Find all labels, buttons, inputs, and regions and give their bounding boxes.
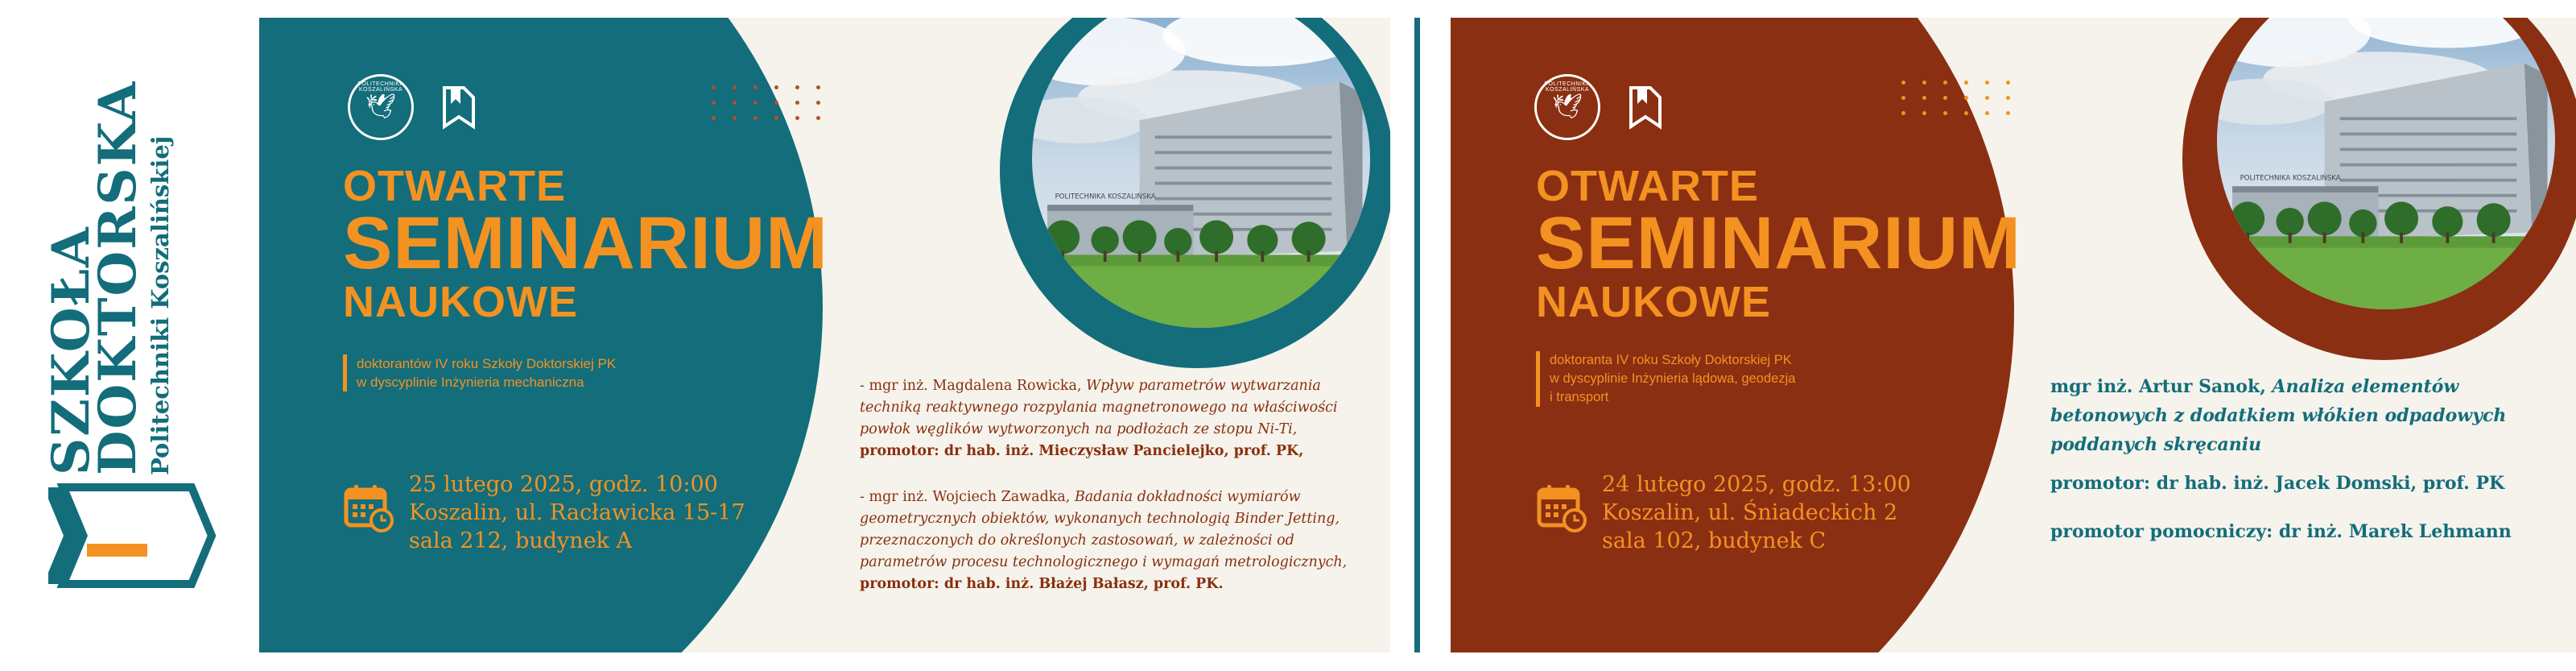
talk-2: - mgr inż. Wojciech Zawadka, Badania dokładności wymiarów geometrycznych obiektów, wykonanych technologią Binder Jetting, przeznaczonych do określonych zastosowań, w zależności od parametrów procesu technologicznego i wymagań metrologicznych, promotor: dr hab. inż. Błażej Bałasz, prof. PK. (860, 489, 1348, 592)
event-datetime (409, 470, 745, 555)
talk-1: - mgr inż. Magdalena Rowicka, Wpływ parametrów wytwarzania techniką reaktywnego rozpylania magnetronowego na właściwości powłok węglików wytworzonych na podłożach ze stopu Ni-Ti, promotor: dr hab. inż. Mieczysław Pancielejko, prof. PK, (860, 378, 1338, 459)
seminar-card-civil (1451, 18, 2576, 652)
panel-divider (1414, 18, 1420, 652)
event-subtitle: doktoranta IV roku Szkoły Doktorskiej PK w dyscyplinie Inżynieria lądowa, geodezja i transport (1536, 351, 1795, 407)
bookmark-small-icon (1628, 83, 1663, 131)
decor-dots (712, 85, 821, 120)
talk-2-promotor: promotor: dr hab. inż. Błażej Bałasz, prof. PK. (860, 576, 1224, 592)
bookmark-small-icon (441, 83, 477, 131)
logos (348, 74, 477, 140)
event-date: 25 lutego 2025, godz. 10:00 (409, 472, 718, 497)
event-date: 24 lutego 2025, godz. 13:00 (1602, 472, 1911, 497)
university-seal-icon: POLITECHNIKA KOSZALIŃSKA 🕊 (348, 74, 414, 140)
title-line3: NAUKOWE (343, 278, 578, 326)
event-title (1536, 164, 2021, 324)
talk-1-promotor: promotor: dr hab. inż. Mieczysław Pancielejko, prof. PK, (860, 443, 1304, 459)
title-line2: SEMINARIUM (343, 202, 828, 284)
title-line2: SEMINARIUM (1536, 202, 2021, 284)
title-line1: OTWARTE (343, 162, 566, 210)
bookmark-logo-icon (48, 479, 217, 592)
calendar-clock-icon (1536, 482, 1587, 533)
university-seal-icon: POLITECHNIKA KOSZALIŃSKA 🕊 (1534, 74, 1600, 140)
brand-block (41, 80, 225, 596)
title-line3: NAUKOWE (1536, 278, 1771, 326)
talk-1-promotor: promotor: dr hab. inż. Jacek Domski, prof. PK (2050, 473, 2505, 494)
event-address: Koszalin, ul. Racławicka 15-17 (409, 500, 745, 525)
talk-1-co-promotor: promotor pomocniczy: dr inż. Marek Lehmann (2050, 521, 2512, 542)
talk-1-title: Wpływ parametrów wytwarzania techniką reaktywnego rozpylania magnetronowego na właściwości powłok węglików wytworzonych na podłożach ze stopu Ni-Ti, (860, 378, 1338, 437)
brand-line3: Politechniki Koszalińskiej (147, 135, 174, 475)
logos (1534, 74, 1663, 140)
event-subtitle: doktorantów IV roku Szkoły Doktorskiej PK w dyscyplinie Inżynieria mechaniczna (343, 354, 616, 391)
seminar-card-mechanical (259, 18, 1390, 652)
event-when (1536, 470, 1911, 555)
talk-1: mgr inż. Artur Sanok, Analiza elementów betonowych z dodatkiem włókien odpadowych poddanych skręcaniu (2050, 376, 2507, 455)
brand-line1: SZKOŁA (41, 226, 101, 475)
event-datetime (1602, 470, 1911, 555)
event-title (343, 164, 828, 324)
calendar-clock-icon (343, 482, 394, 533)
decor-dots (1901, 81, 2011, 115)
title-line1: OTWARTE (1536, 162, 1759, 210)
event-room: sala 212, budynek A (409, 528, 632, 553)
brand-text (41, 0, 209, 475)
event-room: sala 102, budynek C (1602, 528, 1827, 553)
brand-line2: DOKTORSKA (88, 80, 148, 475)
event-address: Koszalin, ul. Śniadeckich 2 (1602, 500, 1898, 525)
talk-2-title: Badania dokładności wymiarów geometrycznych obiektów, wykonanych technologią Binder Jetting, przeznaczonych do określonych zastosowań, w zależności od parametrów procesu technologicznego i wymagań metrologicznych, (860, 489, 1348, 570)
talk-1-title: Analiza elementów betonowych z dodatkiem włókien odpadowych poddanych skręcaniu (2050, 376, 2507, 455)
event-when (343, 470, 745, 555)
